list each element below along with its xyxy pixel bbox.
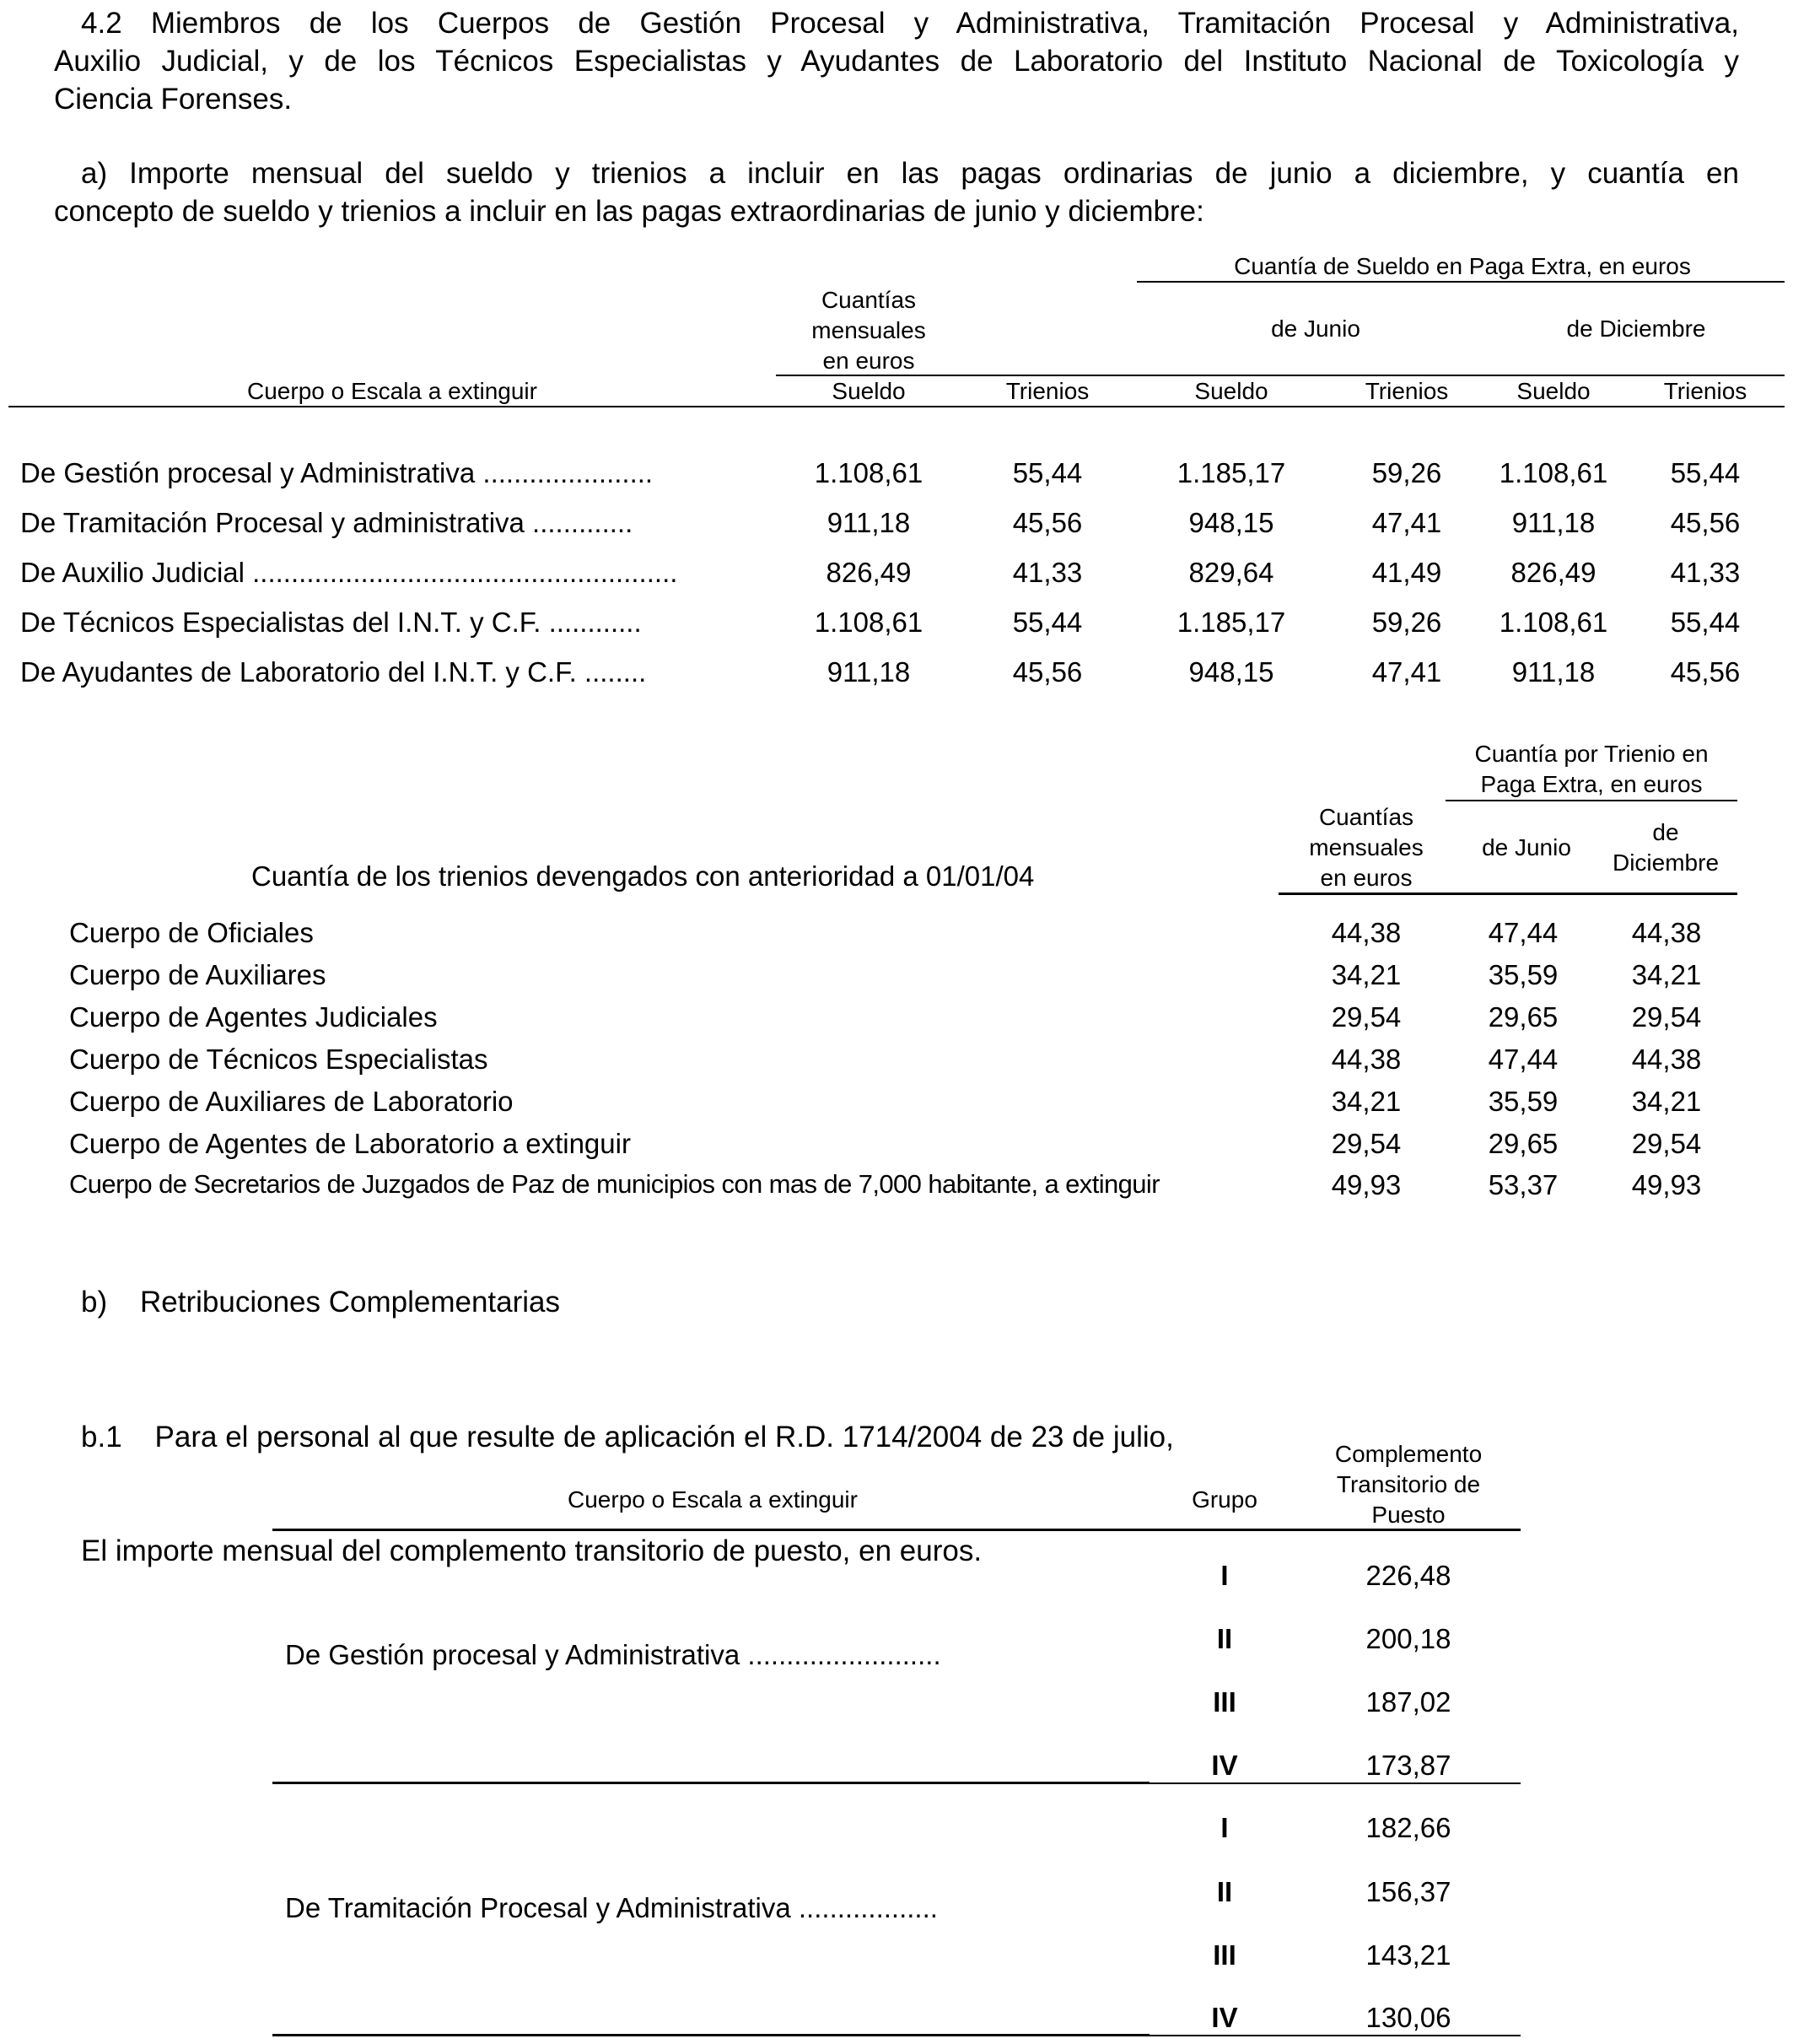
- cell-value: 29,54: [1331, 1128, 1402, 1159]
- cell-value: 1.185,17: [1176, 607, 1286, 638]
- row-label: Cuerpo de Agentes de Laboratorio a extinguir: [69, 1128, 631, 1159]
- row-label: De Técnicos Especialistas del I.N.T. y C.F. ............: [20, 607, 642, 638]
- block-rule-right: [1150, 1782, 1521, 1784]
- cell-value: 59,26: [1371, 457, 1442, 488]
- cell-value: 55,44: [1670, 457, 1741, 488]
- header-de-diciembre: de Diciembre: [1566, 315, 1706, 342]
- cell-value: 143,21: [1365, 1939, 1451, 1971]
- header-bottom-rule: [8, 406, 1785, 407]
- paragraph-a: [54, 154, 1739, 230]
- row-label: Cuerpo de Agentes Judiciales: [69, 1001, 438, 1033]
- cell-value: 44,38: [1631, 917, 1702, 948]
- cell-value: 45,56: [1012, 656, 1083, 688]
- paragraph-line: Auxilio Judicial, y de los Técnicos Especialistas y Ayudantes de Laboratorio del Instituto Nacional de Toxicología y: [54, 45, 1739, 78]
- cell-value: 29,54: [1631, 1128, 1702, 1159]
- header-cuantias-mensuales: Cuantías mensuales en euros: [1309, 804, 1424, 891]
- row-label: De Gestión procesal y Administrativa .........................: [285, 1639, 941, 1670]
- cell-value: 829,64: [1188, 557, 1274, 588]
- row-label: De Tramitación Procesal y administrativa .............: [20, 507, 633, 538]
- section-4-2-paragraph: [54, 4, 1739, 118]
- header-de-diciembre: de Diciembre: [1612, 819, 1720, 876]
- header-bottom-rule: [272, 1529, 1521, 1531]
- cell-value: 130,06: [1365, 2002, 1451, 2033]
- cell-value: 826,49: [1510, 557, 1596, 588]
- cell-value: 29,65: [1488, 1001, 1559, 1033]
- block-rule: [272, 2034, 1150, 2036]
- cell-value: 182,66: [1365, 1812, 1451, 1843]
- cell-value: 911,18: [1511, 507, 1596, 538]
- cell-value: 29,54: [1631, 1001, 1702, 1033]
- header-paga-extra: Cuantía de Sueldo en Paga Extra, en euros: [1234, 253, 1691, 279]
- cell-value: 35,59: [1488, 1086, 1559, 1117]
- col-label: Sueldo: [1516, 378, 1591, 404]
- cell-value: 911,18: [1511, 656, 1596, 688]
- cell-value: 34,21: [1331, 1086, 1402, 1117]
- cell-value: 55,44: [1012, 457, 1083, 488]
- cell-value: 49,93: [1631, 1169, 1702, 1200]
- group-cell: IV: [1211, 2002, 1238, 2033]
- cell-value: 826,49: [826, 557, 912, 588]
- paragraph-line: Ciencia Forenses.: [54, 83, 293, 116]
- cell-value: 911,18: [827, 656, 911, 688]
- group-cell: III: [1213, 1939, 1236, 1971]
- cell-value: 156,37: [1365, 1876, 1451, 1907]
- cell-value: 44,38: [1331, 1044, 1402, 1075]
- header-cuerpo-escala: Cuerpo o Escala a extinguir: [568, 1486, 858, 1513]
- cell-value: 173,87: [1365, 1750, 1451, 1781]
- cell-value: 29,54: [1331, 1001, 1402, 1033]
- cell-value: 29,65: [1488, 1128, 1559, 1159]
- group-cell: I: [1220, 1560, 1229, 1591]
- group-cell: II: [1216, 1876, 1233, 1907]
- cell-value: 47,44: [1488, 1044, 1559, 1075]
- col-label: Sueldo: [832, 378, 906, 404]
- cell-value: 55,44: [1670, 607, 1741, 638]
- cell-value: 44,38: [1631, 1044, 1702, 1075]
- group-cell: II: [1216, 1623, 1233, 1654]
- row-label: Cuerpo de Técnicos Especialistas: [69, 1044, 488, 1075]
- cell-value: 1.108,61: [814, 607, 923, 638]
- cell-value: 45,56: [1012, 507, 1083, 538]
- paragraph-line: b.1 Para el personal al que resulte de aplicación el R.D. 1714/2004 de 23 de julio,: [81, 1421, 1174, 1453]
- cell-value: 1.108,61: [814, 457, 923, 488]
- cell-value: 53,37: [1488, 1169, 1559, 1200]
- section-b-title: b) Retribuciones Complementarias: [81, 1286, 561, 1319]
- row-label: Cuerpo de Oficiales: [69, 917, 314, 948]
- header-rule-extra: [1137, 281, 1785, 283]
- cell-value: 44,38: [1331, 917, 1402, 948]
- header-trienio-extra: Cuantía por Trienio en Paga Extra, en euros: [1474, 741, 1709, 797]
- cell-value: 59,26: [1371, 607, 1442, 638]
- block-rule-right: [1150, 2035, 1521, 2036]
- row-label: Cuerpo de Auxiliares: [69, 959, 326, 990]
- col-label: Trienios: [1663, 378, 1747, 404]
- block-rule: [272, 1782, 1150, 1784]
- paragraph-line: a) Importe mensual del sueldo y trienios a incluir en las pagas ordinarias de junio a diciembre, y cuantía en: [81, 157, 1739, 190]
- cell-value: 55,44: [1012, 607, 1083, 638]
- section-b1-paragraph: [81, 1342, 1174, 1608]
- cell-value: 47,41: [1371, 507, 1442, 538]
- row-label: De Auxilio Judicial .......................................................: [20, 557, 678, 588]
- cell-value: 187,02: [1365, 1686, 1451, 1718]
- cell-value: 911,18: [827, 507, 911, 538]
- group-cell: III: [1213, 1686, 1236, 1718]
- col-label: Sueldo: [1194, 378, 1268, 404]
- cell-value: 49,93: [1331, 1169, 1402, 1200]
- header-grupo: Grupo: [1192, 1486, 1257, 1513]
- cell-value: 45,56: [1670, 507, 1741, 538]
- cell-value: 34,21: [1631, 1086, 1702, 1117]
- row-label: De Ayudantes de Laboratorio del I.N.T. y C.F. ........: [20, 656, 647, 688]
- cell-value: 41,33: [1670, 557, 1741, 588]
- cell-value: 948,15: [1188, 507, 1274, 538]
- cell-value: 1.185,17: [1176, 457, 1286, 488]
- header-bottom-rule: [1279, 893, 1737, 895]
- col-label: Trienios: [1005, 378, 1090, 404]
- header-title: Cuantía de los trienios devengados con anterioridad a 01/01/04: [251, 860, 1035, 892]
- paragraph-line: concepto de sueldo y trienios a incluir en las pagas extraordinarias de junio y diciembre:: [54, 195, 1204, 228]
- cell-value: 948,15: [1188, 656, 1274, 688]
- cell-value: 34,21: [1631, 959, 1702, 990]
- row-label: Cuerpo de Auxiliares de Laboratorio: [69, 1086, 514, 1117]
- header-de-junio: de Junio: [1482, 834, 1571, 860]
- row-label: Cuerpo de Secretarios de Juzgados de Paz de municipios con mas de 7,000 habitante, a extinguir: [69, 1169, 1160, 1199]
- cell-value: 47,41: [1371, 656, 1442, 688]
- col-label: Trienios: [1365, 378, 1449, 404]
- cell-value: 35,59: [1488, 959, 1559, 990]
- cell-value: 200,18: [1365, 1623, 1451, 1654]
- cell-value: 45,56: [1670, 656, 1741, 688]
- cell-value: 41,49: [1371, 557, 1442, 588]
- group-cell: IV: [1211, 1750, 1238, 1781]
- header-de-junio: de Junio: [1271, 315, 1360, 342]
- cell-value: 47,44: [1488, 917, 1559, 948]
- row-label: De Gestión procesal y Administrativa ......................: [20, 457, 654, 488]
- cell-value: 1.108,61: [1499, 607, 1608, 638]
- paragraph-line: El importe mensual del complemento transitorio de puesto, en euros.: [81, 1534, 983, 1567]
- cell-value: 34,21: [1331, 959, 1402, 990]
- paragraph-line: 4.2 Miembros de los Cuerpos de Gestión Procesal y Administrativa, Tramitación Procesal y Administrativa,: [81, 7, 1739, 40]
- header-complemento: Complemento Transitorio de Puesto: [1334, 1441, 1483, 1528]
- header-cuerpo-escala: Cuerpo o Escala a extinguir: [247, 378, 537, 404]
- header-rule-trienio-extra: [1446, 800, 1737, 801]
- header-cuantias-mensuales: Cuantías mensuales en euros: [811, 287, 926, 374]
- group-cell: I: [1220, 1812, 1229, 1843]
- cell-value: 41,33: [1012, 557, 1083, 588]
- cell-value: 226,48: [1365, 1560, 1451, 1591]
- cell-value: 1.108,61: [1499, 457, 1608, 488]
- row-label: De Tramitación Procesal y Administrativa ..................: [285, 1892, 938, 1923]
